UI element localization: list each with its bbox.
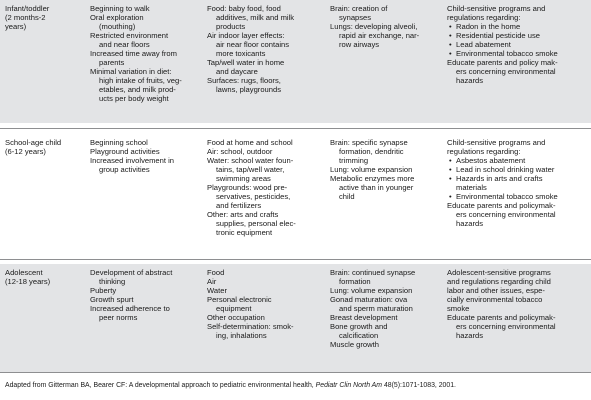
bullet-item: • Residential pesticide use: [447, 31, 589, 40]
cell-text-line: tains, tap/well water,: [216, 165, 285, 174]
cell-text-line: Gonad maturation: ova: [330, 295, 408, 304]
cell-developmental-behaviors: [90, 268, 200, 322]
cell-age-group: [5, 138, 85, 156]
cell-text-line: smoke: [447, 304, 470, 313]
source-footnote: [5, 381, 589, 390]
cell-biologic-changes: [330, 138, 440, 201]
cell-text-line: Educate parents and policy mak-: [447, 58, 558, 67]
cell-text-line: ucts per body weight: [99, 94, 169, 103]
cell-text-line: (12-18 years): [5, 277, 51, 286]
cell-text-line: ing, inhalations: [216, 331, 267, 340]
cell-text-line: Food: [207, 268, 225, 277]
cell-text-line: active than in younger: [339, 183, 414, 192]
cell-text-line: (mouthing): [99, 22, 136, 31]
cell-text-line: thinking: [99, 277, 126, 286]
bullet-item: • Lead abatement: [447, 40, 589, 49]
bullet-item: • Hazards in arts and crafts: [447, 174, 589, 183]
cell-text-line: Growth spurt: [90, 295, 134, 304]
cell-text-line: peer norms: [99, 313, 138, 322]
cell-text-line: equipment: [216, 304, 252, 313]
footnote-suffix: 48(5):1071-1083, 2001.: [382, 382, 456, 389]
cell-text-line: Water: school water foun-: [207, 156, 294, 165]
cell-text-line: Puberty: [90, 286, 117, 295]
cell-text-line: and fertilizers: [216, 201, 262, 210]
cell-text-line: row airways: [339, 40, 380, 49]
cell-developmental-behaviors: [90, 138, 200, 174]
cell-text-line: Lung: volume expansion: [330, 286, 413, 295]
cell-text-line: Brain: specific synapse: [330, 138, 408, 147]
bullet-item: • Environmental tobacco smoke: [447, 49, 589, 58]
cell-text-line: and daycare: [216, 67, 258, 76]
cell-biologic-changes: [330, 4, 440, 49]
cell-developmental-behaviors: [90, 4, 200, 103]
cell-text-line: etables, and milk prod-: [99, 85, 176, 94]
cell-text-line: Playground activities: [90, 147, 160, 156]
cell-text-line: Child-sensitive programs and: [447, 4, 546, 13]
cell-text-line: Surfaces: rugs, floors,: [207, 76, 281, 85]
cell-text-line: Adolescent: [5, 268, 43, 277]
row-divider: [0, 372, 591, 373]
table-row: [0, 0, 591, 123]
cell-text-line: Tap/well water in home: [207, 58, 285, 67]
row-divider: [0, 259, 591, 260]
cell-text-line: Bone growth and: [330, 322, 388, 331]
cell-text-line: Muscle growth: [330, 340, 379, 349]
cell-text-line: regulations regarding:: [447, 13, 521, 22]
cell-text-line: hazards: [456, 219, 484, 228]
cell-text-line: servatives, pesticides,: [216, 192, 291, 201]
cell-text-line: regulations regarding:: [447, 147, 521, 156]
cell-text-line: Infant/toddler: [5, 4, 50, 13]
cell-text-line: Metabolic enzymes more: [330, 174, 415, 183]
cell-text-line: products: [216, 22, 246, 31]
cell-text-line: formation: [339, 277, 371, 286]
cell-text-line: supplies, personal elec-: [216, 219, 296, 228]
cell-text-line: (6-12 years): [5, 147, 46, 156]
cell-text-line: more toxicants: [216, 49, 266, 58]
cell-text-line: years): [5, 22, 27, 31]
cell-text-line: synapses: [339, 13, 372, 22]
cell-text-line: additives, milk and milk: [216, 13, 295, 22]
cell-age-group: [5, 268, 85, 286]
cell-text-line: Educate parents and policymak-: [447, 313, 556, 322]
bullet-item: • Lead in school drinking water: [447, 165, 589, 174]
cell-text-line: Air indoor layer effects:: [207, 31, 285, 40]
row-divider: [0, 128, 591, 129]
cell-text-line: Oral exploration: [90, 13, 144, 22]
cell-text-line: Lung: volume expansion: [330, 165, 413, 174]
cell-age-group: [5, 4, 85, 31]
cell-text-line: Educate parents and policymak-: [447, 201, 556, 210]
cell-text-line: Minimal variation in diet:: [90, 67, 172, 76]
cell-text-line: ers concerning environmental: [456, 67, 556, 76]
cell-text-line: hazards: [456, 331, 484, 340]
cell-text-line: and sperm maturation: [339, 304, 413, 313]
cell-text-line: Other: arts and crafts: [207, 210, 279, 219]
cell-text-line: ers concerning environmental: [456, 322, 556, 331]
cell-text-line: Increased involvement in: [90, 156, 174, 165]
bullet-item: • Environmental tobacco smoke: [447, 192, 589, 201]
cell-interventions: [447, 4, 589, 85]
cell-text-line: labor and other issues, espe-: [447, 286, 545, 295]
cell-text-line: Food: baby food, food: [207, 4, 281, 13]
cell-text-line: Playgrounds: wood pre-: [207, 183, 288, 192]
footnote-prefix: Adapted from Gitterman BA, Bearer CF: A developmental approach to pediatric environmental health,: [5, 382, 316, 389]
bullet-item: • Asbestos abatement: [447, 156, 589, 165]
footnote-journal: Pediatr Clin North Am: [315, 382, 383, 389]
cell-text-line: and near floors: [99, 40, 150, 49]
cell-text-line: Restricted environment: [90, 31, 169, 40]
cell-text-line: Air: school, outdoor: [207, 147, 273, 156]
cell-text-line: swimming areas: [216, 174, 271, 183]
cell-text-line: Development of abstract: [90, 268, 173, 277]
cell-exposure-sources: [207, 4, 324, 94]
bullet-item: • Radon in the home: [447, 22, 589, 31]
cell-text-line: trimming: [339, 156, 369, 165]
cell-text-line: Brain: creation of: [330, 4, 388, 13]
cell-text-line: Breast development: [330, 313, 398, 322]
cell-text-line: Other occupation: [207, 313, 265, 322]
cell-text-line: air near floor contains: [216, 40, 290, 49]
cell-text-line: Lungs: developing alveoli,: [330, 22, 418, 31]
cell-text-line: tronic equipment: [216, 228, 273, 237]
cell-text-line: parents: [99, 58, 125, 67]
cell-exposure-sources: [207, 268, 324, 340]
cell-text-line: School-age child: [5, 138, 62, 147]
cell-text-line: cially environmental tobacco: [447, 295, 543, 304]
cell-text-line: Beginning to walk: [90, 4, 150, 13]
cell-text-line: Adolescent-sensitive programs: [447, 268, 551, 277]
cell-text-line: group activities: [99, 165, 150, 174]
cell-text-line: Food at home and school: [207, 138, 293, 147]
cell-interventions: [447, 138, 589, 228]
cell-text-line: calcification: [339, 331, 379, 340]
cell-text-line: Child-sensitive programs and: [447, 138, 546, 147]
cell-text-line: rapid air exchange, nar-: [339, 31, 420, 40]
cell-text-line: Brain: continued synapse: [330, 268, 416, 277]
cell-text-line: high intake of fruits, veg-: [99, 76, 182, 85]
cell-text-line: (2 months-2: [5, 13, 46, 22]
cell-biologic-changes: [330, 268, 440, 349]
cell-text-line: child: [339, 192, 355, 201]
cell-text-line: Self-determination: smok-: [207, 322, 294, 331]
cell-text-line: Personal electronic: [207, 295, 272, 304]
cell-text-line: materials: [456, 183, 487, 192]
table-row: [0, 134, 591, 254]
cell-text-line: and regulations regarding child: [447, 277, 551, 286]
cell-text-line: hazards: [456, 76, 484, 85]
cell-text-line: ers concerning environmental: [456, 210, 556, 219]
cell-exposure-sources: [207, 138, 324, 237]
cell-text-line: Air: [207, 277, 217, 286]
cell-text-line: Increased time away from: [90, 49, 177, 58]
cell-text-line: lawns, playgrounds: [216, 85, 282, 94]
cell-text-line: Increased adherence to: [90, 304, 170, 313]
cell-text-line: formation, dendritic: [339, 147, 404, 156]
cell-text-line: Beginning school: [90, 138, 148, 147]
table-row: [0, 264, 591, 372]
cell-interventions: [447, 268, 589, 340]
cell-text-line: Water: [207, 286, 227, 295]
